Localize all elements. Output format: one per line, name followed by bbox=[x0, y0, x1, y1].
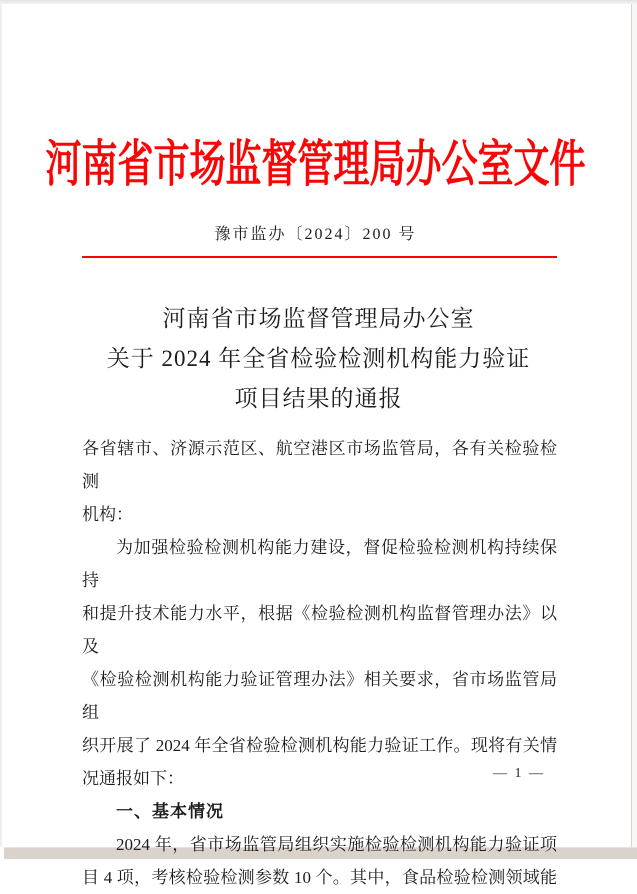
document-title-line: 项目结果的通报 bbox=[234, 386, 403, 411]
paragraph-line: 为加强检验检测机构能力建设，督促检验检测机构持续保持 bbox=[82, 538, 557, 590]
document-title-line: 关于 2024 年全省检验检测机构能力验证 bbox=[106, 346, 531, 371]
paragraph-line: 目 4 项，考核检验检测参数 10 个。其中，食品检验检测领域能 bbox=[82, 868, 557, 887]
document-title-line: 河南省市场监督管理局办公室 bbox=[162, 306, 475, 331]
paragraph-line: 织开展了 2024 年全省检验检测机构能力验证工作。现将有关情 bbox=[82, 736, 557, 755]
recipient-line: 各省辖市、济源示范区、航空港区市场监管局，各有关检验检测 bbox=[82, 439, 557, 491]
paragraph-line: 和提升技术能力水平，根据《检验检测机构监督管理办法》以及 bbox=[82, 604, 557, 656]
paragraph-line: 2024 年，省市场监管局组织实施检验检测机构能力验证项 bbox=[116, 835, 557, 854]
paragraph-line: 况通报如下： bbox=[82, 769, 184, 788]
section-heading-1: 一、基本情况 bbox=[116, 802, 224, 821]
paragraph-line: 《检验检测机构能力验证管理办法》相关要求，省市场监管局组 bbox=[82, 670, 557, 722]
document-title bbox=[60, 299, 577, 419]
page-edge-left bbox=[0, 4, 2, 847]
page-edge-top bbox=[0, 0, 637, 4]
page-number: — 1 — bbox=[493, 766, 545, 781]
document-number: 豫市监办〔2024〕200 号 bbox=[214, 226, 417, 243]
recipient-line: 机构： bbox=[82, 505, 133, 524]
masthead-divider-rule bbox=[82, 256, 557, 258]
page-edge-right bbox=[631, 4, 637, 847]
document-masthead: 河南省市场监督管理局办公室文件 bbox=[45, 136, 586, 192]
document-body bbox=[82, 432, 557, 894]
